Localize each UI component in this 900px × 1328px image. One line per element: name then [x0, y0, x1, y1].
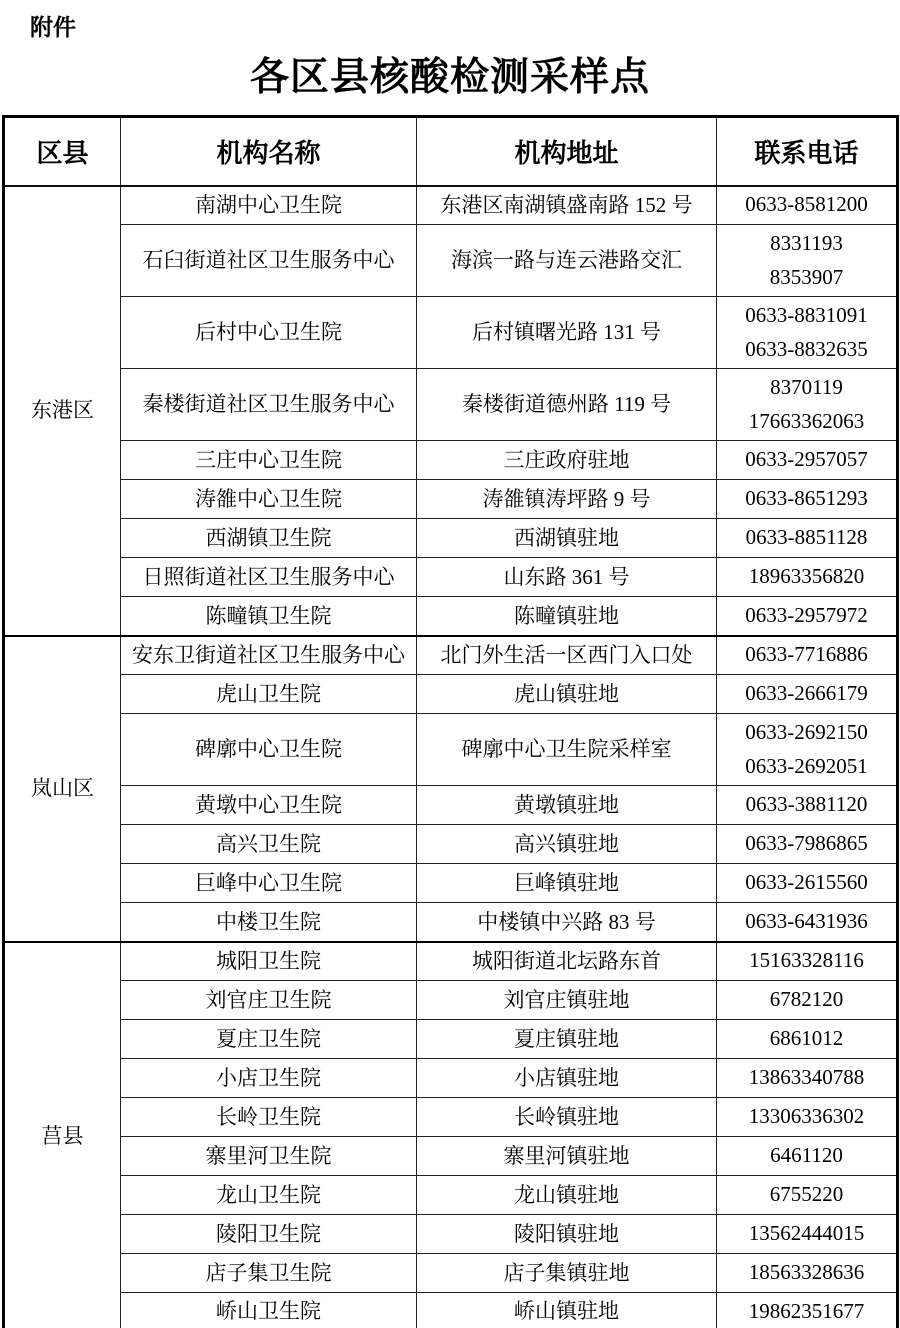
phone-number: 0633-2957057: [745, 447, 868, 472]
phone-cell: [717, 1059, 898, 1098]
institution-address-cell: 西湖镇驻地: [417, 519, 717, 558]
institution-address-cell: 龙山镇驻地: [417, 1176, 717, 1215]
phone-number: 6755220: [769, 1182, 844, 1207]
column-header-name: 机构名称: [121, 117, 417, 186]
table-row: [4, 864, 898, 903]
institution-address-cell: 陵阳镇驻地: [417, 1215, 717, 1254]
institution-name-cell: 刘官庄卫生院: [121, 981, 417, 1020]
institution-name-cell: 龙山卫生院: [121, 1176, 417, 1215]
institution-name-cell: 碑廓中心卫生院: [121, 714, 417, 786]
phone-number: 0633-8651293: [745, 486, 868, 511]
phone-cell: [717, 825, 898, 864]
phone-number: 0633-2692150: [745, 719, 868, 744]
institution-address-cell: 陈疃镇驻地: [417, 597, 717, 636]
institution-address-cell: 后村镇曙光路 131 号: [417, 297, 717, 369]
table-row: [4, 1176, 898, 1215]
district-cell: 东港区: [4, 186, 121, 636]
phone-number: 0633-2666179: [745, 681, 868, 706]
institution-address-cell: 巨峰镇驻地: [417, 864, 717, 903]
phone-number: 0633-2615560: [745, 870, 868, 895]
institution-address-cell: 寨里河镇驻地: [417, 1137, 717, 1176]
phone-number: 0633-2692051: [745, 753, 868, 778]
phone-number: 0633-7986865: [745, 831, 868, 856]
institution-name-cell: 长岭卫生院: [121, 1098, 417, 1137]
phone-cell: [717, 981, 898, 1020]
table-row: [4, 597, 898, 636]
phone-cell: [717, 1176, 898, 1215]
table-row: [4, 1098, 898, 1137]
institution-address-cell: 刘官庄镇驻地: [417, 981, 717, 1020]
district-cell: 莒县: [4, 942, 121, 1328]
phone-number: 8353907: [769, 264, 844, 289]
phone-cell: [717, 441, 898, 480]
phone-cell: [717, 519, 898, 558]
phone-number: 6461120: [770, 1143, 843, 1168]
institution-name-cell: 城阳卫生院: [121, 942, 417, 981]
column-header-phone: 联系电话: [717, 117, 898, 186]
institution-address-cell: 碑廓中心卫生院采样室: [417, 714, 717, 786]
table-row: [4, 186, 898, 225]
institution-name-cell: 峤山卫生院: [121, 1293, 417, 1328]
phone-number: 13306336302: [748, 1104, 865, 1129]
institution-address-cell: 高兴镇驻地: [417, 825, 717, 864]
phone-cell: [717, 369, 898, 441]
institution-address-cell: 山东路 361 号: [417, 558, 717, 597]
phone-number: 0633-8851128: [745, 525, 868, 550]
institution-name-cell: 陈疃镇卫生院: [121, 597, 417, 636]
phone-cell: [717, 942, 898, 981]
institution-address-cell: 涛雒镇涛坪路 9 号: [417, 480, 717, 519]
phone-number: 0633-8832635: [745, 336, 868, 361]
phone-cell: [717, 1137, 898, 1176]
table-row: [4, 675, 898, 714]
institution-name-cell: 三庄中心卫生院: [121, 441, 417, 480]
phone-number: 13863340788: [748, 1065, 865, 1090]
phone-number: 18563328636: [748, 1260, 865, 1285]
table-row: [4, 297, 898, 369]
phone-cell: [717, 636, 898, 675]
institution-address-cell: 秦楼街道德州路 119 号: [417, 369, 717, 441]
phone-number: 18963356820: [748, 564, 865, 589]
phone-number: 15163328116: [749, 948, 864, 973]
phone-number: 0633-3881120: [745, 792, 868, 817]
phone-number: 0633-8831091: [745, 302, 868, 327]
table-row: [4, 1215, 898, 1254]
table-header: [4, 117, 898, 186]
phone-cell: [717, 480, 898, 519]
phone-cell: [717, 1254, 898, 1293]
phone-cell: [717, 1293, 898, 1328]
institution-address-cell: 虎山镇驻地: [417, 675, 717, 714]
institution-name-cell: 秦楼街道社区卫生服务中心: [121, 369, 417, 441]
table-row: [4, 786, 898, 825]
table-row: [4, 369, 898, 441]
phone-cell: [717, 597, 898, 636]
institution-name-cell: 寨里河卫生院: [121, 1137, 417, 1176]
district-cell: 岚山区: [4, 636, 121, 942]
header-row: [4, 117, 898, 186]
attachment-label: 附件: [30, 14, 76, 40]
phone-cell: [717, 864, 898, 903]
table-row: [4, 903, 898, 942]
phone-number: 19862351677: [748, 1298, 865, 1323]
institution-address-cell: 黄墩镇驻地: [417, 786, 717, 825]
phone-cell: [717, 675, 898, 714]
phone-cell: [717, 903, 898, 942]
phone-number: 8370119: [770, 374, 843, 399]
table-row: [4, 942, 898, 981]
institution-address-cell: 三庄政府驻地: [417, 441, 717, 480]
table-row: [4, 825, 898, 864]
institution-address-cell: 小店镇驻地: [417, 1059, 717, 1098]
institution-name-cell: 南湖中心卫生院: [121, 186, 417, 225]
institution-address-cell: 峤山镇驻地: [417, 1293, 717, 1328]
institution-name-cell: 店子集卫生院: [121, 1254, 417, 1293]
phone-cell: [717, 186, 898, 225]
institution-address-cell: 海滨一路与连云港路交汇: [417, 225, 717, 297]
phone-number: 8331193: [770, 230, 843, 255]
institution-name-cell: 中楼卫生院: [121, 903, 417, 942]
institution-name-cell: 西湖镇卫生院: [121, 519, 417, 558]
sampling-points-table: [2, 115, 899, 1328]
phone-cell: [717, 1020, 898, 1059]
institution-address-cell: 中楼镇中兴路 83 号: [417, 903, 717, 942]
phone-number: 6782120: [769, 987, 844, 1012]
table-row: [4, 480, 898, 519]
phone-number: 6861012: [769, 1026, 844, 1051]
institution-name-cell: 黄墩中心卫生院: [121, 786, 417, 825]
institution-address-cell: 城阳街道北坛路东首: [417, 942, 717, 981]
phone-cell: [717, 297, 898, 369]
institution-name-cell: 陵阳卫生院: [121, 1215, 417, 1254]
table-row: [4, 1254, 898, 1293]
table-row: [4, 558, 898, 597]
column-header-address: 机构地址: [417, 117, 717, 186]
table-row: [4, 1059, 898, 1098]
institution-name-cell: 安东卫街道社区卫生服务中心: [121, 636, 417, 675]
table-row: [4, 636, 898, 675]
phone-cell: [717, 1215, 898, 1254]
institution-address-cell: 店子集镇驻地: [417, 1254, 717, 1293]
table-row: [4, 1020, 898, 1059]
table-row: [4, 1293, 898, 1328]
institution-name-cell: 后村中心卫生院: [121, 297, 417, 369]
institution-address-cell: 长岭镇驻地: [417, 1098, 717, 1137]
institution-name-cell: 虎山卫生院: [121, 675, 417, 714]
table-row: [4, 1137, 898, 1176]
institution-address-cell: 东港区南湖镇盛南路 152 号: [417, 186, 717, 225]
phone-number: 13562444015: [748, 1221, 865, 1246]
phone-number: 0633-2957972: [745, 602, 868, 627]
table-row: [4, 441, 898, 480]
phone-number: 0633-8581200: [745, 192, 868, 217]
institution-name-cell: 巨峰中心卫生院: [121, 864, 417, 903]
table-row: [4, 519, 898, 558]
institution-name-cell: 高兴卫生院: [121, 825, 417, 864]
table-row: [4, 225, 898, 297]
institution-address-cell: 夏庄镇驻地: [417, 1020, 717, 1059]
phone-cell: [717, 1098, 898, 1137]
phone-number: 17663362063: [748, 408, 865, 433]
phone-cell: [717, 786, 898, 825]
institution-name-cell: 涛雒中心卫生院: [121, 480, 417, 519]
table-row: [4, 981, 898, 1020]
phone-number: 0633-7716886: [745, 642, 868, 667]
institution-name-cell: 日照街道社区卫生服务中心: [121, 558, 417, 597]
phone-number: 0633-6431936: [745, 908, 868, 933]
institution-name-cell: 夏庄卫生院: [121, 1020, 417, 1059]
institution-name-cell: 石臼街道社区卫生服务中心: [121, 225, 417, 297]
institution-address-cell: 北门外生活一区西门入口处: [417, 636, 717, 675]
phone-cell: [717, 225, 898, 297]
institution-name-cell: 小店卫生院: [121, 1059, 417, 1098]
phone-cell: [717, 714, 898, 786]
table-row: [4, 714, 898, 786]
phone-cell: [717, 558, 898, 597]
sampling-table-body: [4, 186, 898, 1328]
page-title: 各区县核酸检测采样点: [249, 56, 650, 99]
column-header-district: 区县: [4, 117, 121, 186]
